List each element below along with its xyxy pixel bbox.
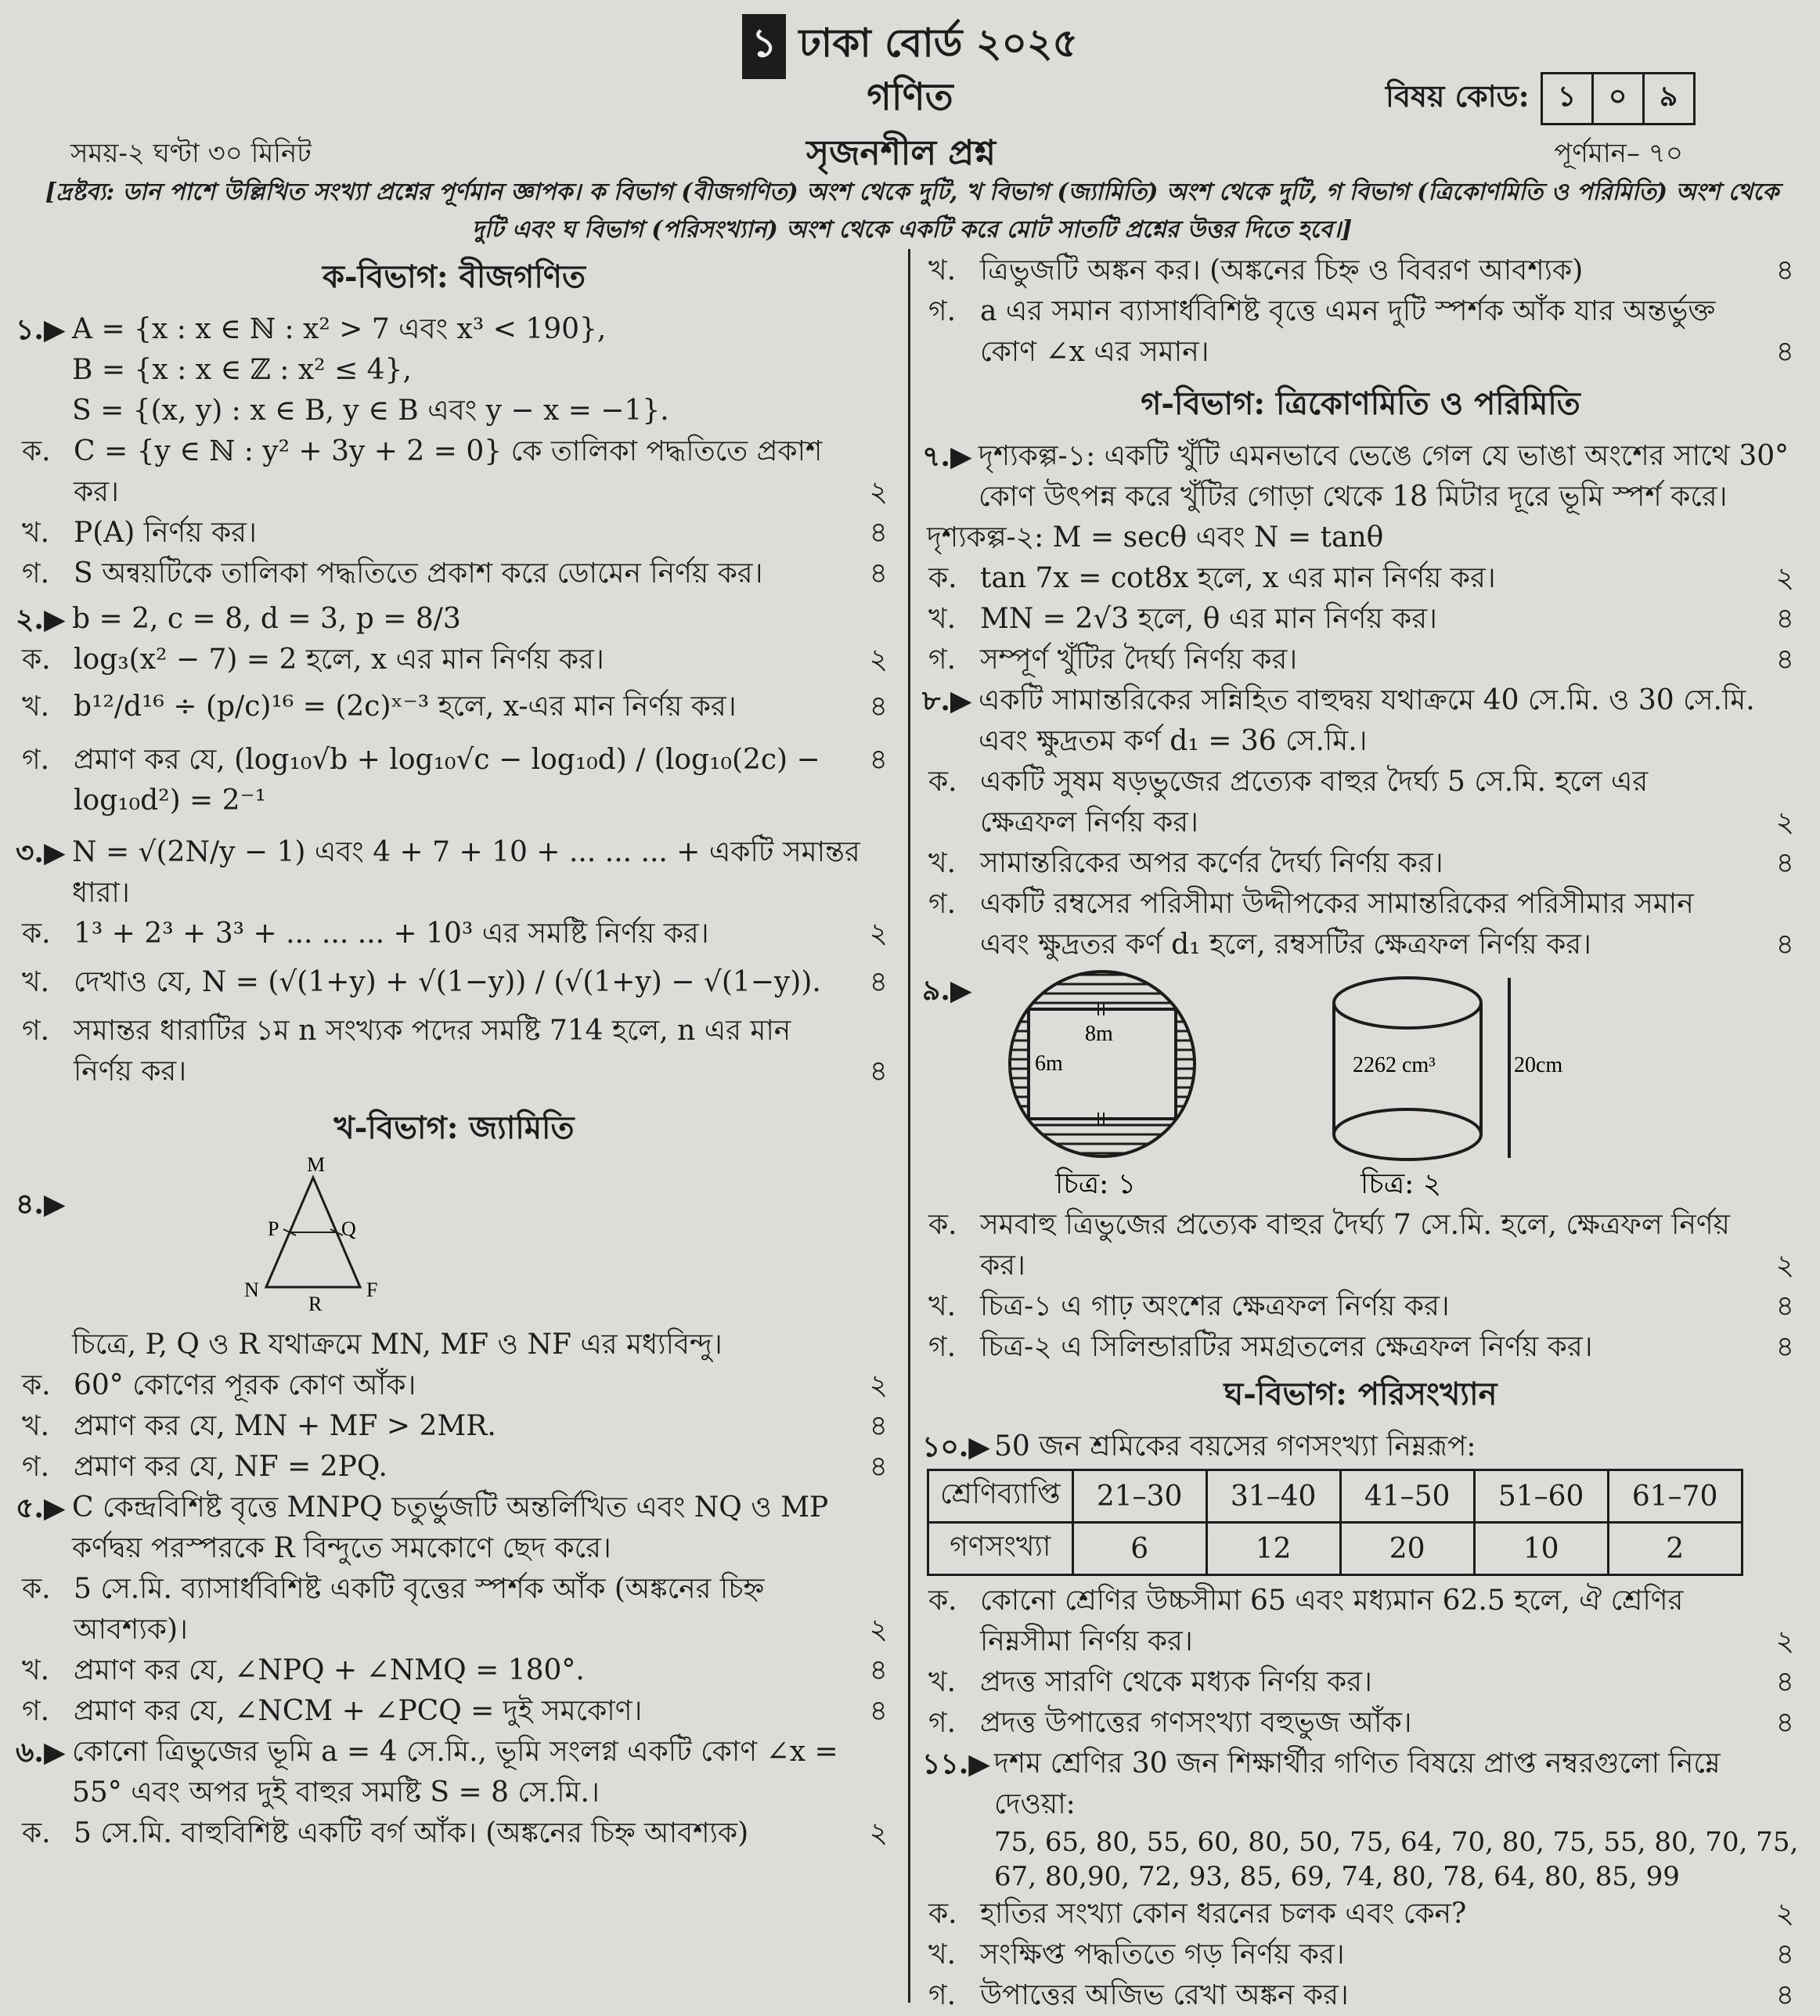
marks: ২: [1775, 562, 1794, 594]
table-row: [928, 1470, 1743, 1523]
time-limit: সময়-২ ঘণ্টা ৩০ মিনিট: [70, 138, 312, 169]
sub-label: খ.: [22, 691, 50, 723]
question-number: ১১.▶: [922, 1747, 990, 1780]
question-2a: [16, 640, 892, 680]
question-number: ১.▶: [16, 313, 66, 346]
sub-label: খ.: [22, 517, 50, 549]
question-8b: [922, 843, 1799, 884]
code-digit: ৯: [1642, 74, 1693, 123]
question-2b: [16, 687, 892, 727]
question-4b: [16, 1406, 892, 1447]
stem-line: চিত্রে, P, Q ও R যথাক্রমে MN, MF ও NF এর মধ্যবিন্দু।: [72, 1329, 723, 1361]
marks: ২: [1775, 1250, 1794, 1282]
sub-label: খ.: [928, 1666, 957, 1698]
table-row-header: গণসংখ্যা: [928, 1523, 1073, 1575]
marks: ৪: [1775, 1938, 1794, 1971]
marks: ৪: [1775, 1979, 1794, 2011]
question-6c: [922, 291, 1799, 373]
sub-label: খ.: [928, 254, 957, 287]
question-4c: [16, 1447, 892, 1488]
stem-line: দশম শ্রেণির 30 জন শিক্ষার্থীর গণিত বিষয়ে প্রাপ্ত নম্বরগুলো নিম্নে দেওয়া:: [994, 1747, 1721, 1820]
serial-badge: ১: [742, 14, 786, 79]
frequency-table: [927, 1469, 1743, 1576]
sub-text: 5 সে.মি. বাহুবিশিষ্ট একটি বর্গ আঁক। (অঙ্কনের চিহ্ন আবশ্যক): [74, 1817, 749, 1849]
sub-text: প্রমাণ কর যে, MN + MF > 2MR.: [74, 1410, 496, 1442]
question-7-scenario-2: [922, 518, 1799, 558]
stem-line: A = {x : x ∈ ℕ : x² > 7 এবং x³ < 190},: [72, 313, 607, 345]
data-line: 67, 80,90, 72, 93, 85, 69, 74, 80, 78, 64, 80, 85, 99: [994, 1861, 1680, 1892]
question-11c: [922, 1975, 1799, 2016]
question-3b: [16, 962, 892, 1003]
vertex-label-n: N: [244, 1278, 259, 1301]
sub-label: ক.: [928, 766, 957, 798]
sub-label: খ.: [22, 966, 50, 998]
vertex-label-f: F: [366, 1278, 378, 1301]
question-7-stem: [922, 436, 1799, 518]
sub-label: গ.: [928, 1707, 957, 1739]
instructions: [দ্রষ্টব্য: ডান পাশে উল্লিখিত সংখ্যা প্রশ্নের পূর্ণমান জ্ঞাপক। ক বিভাগ (বীজগণিত) অংশ থেকে দুটি, খ বিভাগ (জ্যামিতি) অংশ থেকে দুটি, গ বিভাগ (ত্রিকোণমিতি ও পরিমিতি) অংশ থেকে দুটি এবং ঘ বিভাগ (পরিসংখ্যান) অংশ থেকে একটি করে মোট সাতটি প্রশ্নের উত্তর দিতে হবে।]: [45, 179, 1779, 243]
question-9c: [922, 1327, 1799, 1368]
sub-text: একটি সুষম ষড়ভুজের প্রত্যেক বাহুর দৈর্ঘ্য 5 সে.মি. হলে এর ক্ষেত্রফল নির্ণয় কর।: [980, 766, 1649, 838]
sub-label: খ.: [928, 603, 957, 635]
question-number: ৭.▶: [922, 440, 972, 473]
question-6b: [922, 251, 1799, 291]
data-line: 75, 65, 80, 55, 60, 80, 50, 75, 64, 70, 80, 75, 55, 80, 70, 75,: [994, 1827, 1799, 1858]
stem-line: B = {x : x ∈ ℤ : x² ≤ 4},: [72, 354, 412, 386]
stem-line: N = √(2N/y − 1) এবং 4 + 7 + 10 + ... ... ... + একটি সমান্তর ধারা।: [72, 836, 860, 909]
sub-label: ক.: [22, 435, 51, 467]
sub-label: খ.: [22, 1410, 50, 1442]
sub-text: log₃(x² − 7) = 2 হলে, x এর মান নির্ণয় কর।: [74, 644, 604, 676]
scenario-1: দৃশ্যকল্প-১: একটি খুঁটি এমনভাবে ভেঙে গেল যে ভাঙা অংশের সাথে 30° কোণ উৎপন্ন করে খুঁটির গোড়া থেকে 18 মিটার দূরে ভূমি স্পর্শ করে।: [978, 440, 1789, 513]
sub-text: C = {y ∈ ℕ : y² + 3y + 2 = 0} কে তালিকা পদ্ধতিতে প্রকাশ কর।: [74, 435, 823, 508]
question-7b: [922, 599, 1799, 640]
board-name: ঢাকা বোর্ড ২০২৫: [798, 20, 1078, 66]
sub-label: খ.: [928, 847, 957, 879]
question-11-stem: [922, 1744, 1799, 1894]
marks: ৪: [1775, 1290, 1794, 1322]
figure-2-caption: চিত্র: ২: [1360, 1168, 1442, 1200]
question-8c: [922, 884, 1799, 965]
sub-label: খ.: [928, 1938, 957, 1971]
table-cell: 20: [1340, 1523, 1474, 1575]
stem-line: C কেন্দ্রবিশিষ্ট বৃত্তে MNPQ চতুর্ভুজটি অন্তর্লিখিত এবং NQ ও MP কর্ণদ্বয় পরস্পরকে R বিন্দুতে সমকোণে ছেদ করে।: [72, 1491, 829, 1564]
marks: ২: [869, 1614, 888, 1646]
subject-code: [1386, 72, 1696, 125]
sub-text: 1³ + 2³ + 3³ + ... ... ... + 10³ এর সমষ্টি নির্ণয় কর।: [74, 918, 709, 950]
sub-text: b¹²/d¹⁶ ÷ (p/c)¹⁶ = (2c)ˣ⁻³ হলে, x-এর মান নির্ণয় কর।: [74, 691, 737, 723]
marks: ২: [869, 476, 888, 508]
code-digit: ১: [1557, 80, 1577, 113]
sub-text: ত্রিভুজটি অঙ্কন কর। (অঙ্কনের চিহ্ন ও বিবরণ আবশ্যক): [980, 254, 1584, 287]
sub-label: খ.: [22, 1654, 50, 1686]
sub-text: a এর সমান ব্যাসার্ধবিশিষ্ট বৃত্তে এমন দুটি স্পর্শক আঁক যার অন্তর্ভুক্ত কোণ ∠x এর সমান।: [980, 295, 1716, 368]
sub-label: ক.: [22, 1573, 51, 1605]
question-3a: [16, 914, 892, 954]
marks: ৪: [869, 517, 888, 549]
stem-line: S = {(x, y) : x ∈ B, y ∈ B এবং y − x = −1}.: [72, 395, 669, 427]
question-3c: [16, 1011, 892, 1092]
vertex-label-p: P: [268, 1217, 279, 1240]
figure-1-circle-rectangle: [1010, 972, 1195, 1200]
marks: ৪: [869, 1055, 888, 1087]
sub-text: P(A) নির্ণয় কর।: [74, 517, 257, 549]
question-1-stem: [16, 309, 892, 431]
question-8a: [922, 762, 1799, 843]
section-title-gha: ঘ-বিভাগ: পরিসংখ্যান: [1224, 1376, 1497, 1412]
table-cell: 31–40: [1206, 1470, 1340, 1523]
question-8-stem: [922, 680, 1799, 762]
table-cell: 6: [1072, 1523, 1206, 1575]
question-9-diagrams: [969, 970, 1752, 1205]
sub-label: গ.: [928, 1331, 957, 1363]
sub-label: গ.: [22, 744, 50, 776]
section-title-ga: গ-বিভাগ: ত্রিকোণমিতি ও পরিমিতি: [1141, 385, 1580, 422]
sub-text: প্রমাণ কর যে, ∠NCM + ∠PCQ = দুই সমকোণ।: [74, 1695, 643, 1727]
sub-text: সমান্তর ধারাটির ১ম n সংখ্যক পদের সমষ্টি 714 হলে, n এর মান নির্ণয় কর।: [74, 1015, 791, 1087]
question-number: ৮.▶: [922, 684, 972, 717]
sub-label: ক.: [22, 918, 51, 950]
sub-label: ক.: [22, 1369, 51, 1401]
table-cell: 12: [1206, 1523, 1340, 1575]
marks: ৪: [869, 966, 888, 998]
question-10c: [922, 1703, 1799, 1744]
marks: ৪: [1775, 254, 1794, 287]
sub-label: ক.: [928, 1585, 957, 1617]
question-4-stem: [16, 1325, 892, 1365]
stem-line: কোনো ত্রিভুজের ভূমি a = 4 সে.মি., ভূমি সংলগ্ন একটি কোণ ∠x = 55° এবং অপর দুই বাহুর সমষ্টি S = 8 সে.মি.।: [72, 1736, 838, 1809]
marks: ৪: [1775, 603, 1794, 635]
question-1c: [16, 554, 892, 594]
question-6a: [16, 1813, 892, 1854]
question-11b: [922, 1935, 1799, 1975]
meta-row: [70, 127, 1683, 174]
sub-text: প্রদত্ত সারণি থেকে মধ্যক নির্ণয় কর।: [980, 1666, 1372, 1698]
marks: ৪: [869, 1410, 888, 1442]
question-9-figures: [922, 970, 1799, 1205]
question-9a: [922, 1205, 1799, 1286]
column-divider: [908, 249, 910, 2003]
sub-text: প্রমাণ কর যে, (log₁₀√b + log₁₀√c − log₁₀d) / (log₁₀(2c) − log₁₀d²) = 2⁻¹: [74, 744, 820, 817]
question-5c: [16, 1691, 892, 1732]
question-number: ৫.▶: [16, 1491, 66, 1524]
sub-text: প্রমাণ কর যে, ∠NPQ + ∠NMQ = 180°.: [74, 1654, 585, 1686]
sub-label: গ.: [22, 1695, 50, 1727]
sub-text: 60° কোণের পূরক কোণ আঁক।: [74, 1369, 416, 1401]
marks: ৪: [869, 1654, 888, 1686]
question-4-figure: [16, 1154, 892, 1325]
sub-text: MN = 2√3 হলে, θ এর মান নির্ণয় কর।: [980, 603, 1437, 635]
subject-title: গণিত: [867, 75, 953, 119]
scenario-2: দৃশ্যকল্প-২: M = secθ এবং N = tanθ: [927, 521, 1384, 554]
vertex-label-m: M: [307, 1154, 326, 1176]
marks: ৪: [1775, 929, 1794, 961]
sub-label: ক.: [928, 1209, 957, 1241]
table-cell: 2: [1608, 1523, 1742, 1575]
question-3-stem: [16, 832, 892, 914]
question-10b: [922, 1662, 1799, 1703]
question-number: ৬.▶: [16, 1736, 66, 1769]
section-title-ka: ক-বিভাগ: বীজগণিত: [323, 258, 586, 295]
question-4a: [16, 1365, 892, 1406]
figure-1-caption: চিত্র: ১: [1055, 1168, 1137, 1200]
question-2c: [16, 740, 892, 821]
stem-line: একটি সামান্তরিকের সন্নিহিত বাহুদ্বয় যথাক্রমে 40 সে.মি. ও 30 সে.মি. এবং ক্ষুদ্রতম কর্ণ d₁ = 36 সে.মি.।: [978, 684, 1755, 757]
question-2-stem: [16, 599, 892, 640]
marks: ২: [869, 1817, 888, 1849]
table-cell: 61–70: [1608, 1470, 1742, 1523]
rect-width-label: 8m: [1085, 1022, 1113, 1046]
question-6-stem: [16, 1732, 892, 1813]
question-number: ১০.▶: [922, 1430, 990, 1463]
cylinder-volume-label: 2262 cm³: [1353, 1053, 1436, 1077]
question-1a: [16, 431, 892, 513]
sub-text: কোনো শ্রেণির উচ্চসীমা 65 এবং মধ্যমান 62.5 হলে, ঐ শ্রেণির নিম্নসীমা নির্ণয় কর।: [980, 1585, 1684, 1657]
figure-2-cylinder: [1334, 978, 1562, 1200]
cylinder-height-label: 20cm: [1514, 1053, 1563, 1077]
marks: ২: [869, 644, 888, 676]
sub-label: গ.: [928, 295, 957, 327]
question-10-stem: [922, 1426, 1799, 1467]
marks: ৪: [1775, 336, 1794, 368]
marks: ২: [1775, 806, 1794, 838]
triangle-figure: [211, 1154, 524, 1318]
sub-text: দেখাও যে, N = (√(1+y) + √(1−y)) / (√(1+y) − √(1−y)).: [74, 966, 821, 998]
question-number: ৯.▶: [922, 974, 972, 1007]
marks: ৪: [869, 1451, 888, 1483]
question-5b: [16, 1650, 892, 1691]
sub-label: গ.: [22, 557, 50, 590]
sub-text: সম্পূর্ণ খুঁটির দৈর্ঘ্য নির্ণয় কর।: [980, 644, 1298, 676]
sub-text: সংক্ষিপ্ত পদ্ধতিতে গড় নির্ণয় কর।: [980, 1938, 1345, 1971]
vertex-label-r: R: [308, 1293, 323, 1315]
sub-label: গ.: [22, 1451, 50, 1483]
sub-label: গ.: [928, 888, 957, 920]
sub-text: 5 সে.মি. ব্যাসার্ধবিশিষ্ট একটি বৃত্তের স্পর্শক আঁক (অঙ্কনের চিহ্ন আবশ্যক)।: [74, 1573, 765, 1646]
question-number: ৪.▶: [16, 1188, 66, 1221]
stem-line: b = 2, c = 8, d = 3, p = 8/3: [72, 603, 461, 635]
sub-text: tan 7x = cot8x হলে, x এর মান নির্ণয় কর।: [980, 562, 1496, 594]
marks: ২: [869, 1369, 888, 1401]
question-1b: [16, 513, 892, 554]
code-digit: ০: [1591, 74, 1642, 123]
sub-text: উপাত্তের অজিভ রেখা অঙ্কন কর।: [980, 1979, 1349, 2011]
question-5a: [16, 1569, 892, 1650]
question-type: সৃজনশীল প্রশ্ন: [806, 133, 996, 173]
question-number: ২.▶: [16, 603, 66, 636]
sub-text: চিত্র-১ এ গাঢ় অংশের ক্ষেত্রফল নির্ণয় কর।: [980, 1290, 1450, 1322]
sub-text: প্রমাণ কর যে, NF = 2PQ.: [74, 1451, 387, 1483]
section-title-kha: খ-বিভাগ: জ্যামিতি: [333, 1109, 575, 1146]
marks: ৪: [869, 557, 888, 590]
sub-label: ক.: [22, 644, 51, 676]
question-5-stem: [16, 1488, 892, 1569]
sub-label: গ.: [928, 644, 957, 676]
table-row: [928, 1523, 1743, 1575]
marks: ৪: [1775, 644, 1794, 676]
sub-text: চিত্র-২ এ সিলিন্ডারটির সমগ্রতলের ক্ষেত্রফল নির্ণয় কর।: [980, 1331, 1593, 1363]
sub-label: ক.: [22, 1817, 51, 1849]
left-column: [16, 251, 892, 1854]
question-11a: [922, 1894, 1799, 1935]
sub-text: একটি রম্বসের পরিসীমা উদ্দীপকের সামান্তরিকের পরিসীমার সমান এবং ক্ষুদ্রতর কর্ণ d₁ হলে, রম্বসটির ক্ষেত্রফল নির্ণয় কর।: [980, 888, 1694, 961]
sub-label: ক.: [928, 562, 957, 594]
table-cell: 51–60: [1474, 1470, 1608, 1523]
question-number: ৩.▶: [16, 836, 66, 869]
sub-text: সমবাহু ত্রিভুজের প্রত্যেক বাহুর দৈর্ঘ্য 7 সে.মি. হলে, ক্ষেত্রফল নির্ণয় কর।: [980, 1209, 1730, 1282]
right-column: [922, 251, 1799, 2016]
marks: ৪: [1775, 1707, 1794, 1739]
marks: ৪: [1775, 1331, 1794, 1363]
question-10a: [922, 1581, 1799, 1662]
marks: ৪: [869, 744, 888, 776]
sub-label: গ.: [22, 1015, 50, 1047]
subject-code-label: বিষয় কোড:: [1386, 78, 1530, 114]
sub-text: হাতির সংখ্যা কোন ধরনের চলক এবং কেন?: [980, 1898, 1467, 1930]
sub-text: S অন্বয়টিকে তালিকা পদ্ধতিতে প্রকাশ করে ডোমেন নির্ণয় কর।: [74, 557, 763, 590]
table-cell: 10: [1474, 1523, 1608, 1575]
table-cell: 21–30: [1072, 1470, 1206, 1523]
sub-label: খ.: [928, 1290, 957, 1322]
marks: ৪: [1775, 1666, 1794, 1698]
sub-text: সামান্তরিকের অপর কর্ণের দৈর্ঘ্য নির্ণয় কর।: [980, 847, 1443, 879]
question-9b: [922, 1286, 1799, 1327]
full-marks: পূর্ণমান– ৭০: [1554, 138, 1683, 169]
vertex-label-q: Q: [341, 1217, 356, 1240]
marks: ৪: [869, 691, 888, 723]
sub-label: ক.: [928, 1898, 957, 1930]
sub-label: গ.: [928, 1979, 957, 2011]
table-row-header: শ্রেণিব্যাপ্তি: [928, 1470, 1073, 1523]
subject-code-boxes: [1541, 72, 1696, 125]
question-7c: [922, 640, 1799, 680]
sub-text: প্রদত্ত উপাত্তের গণসংখ্যা বহুভুজ আঁক।: [980, 1707, 1412, 1739]
marks: ৪: [869, 1695, 888, 1727]
marks: ২: [869, 918, 888, 950]
marks: ২: [1775, 1898, 1794, 1930]
question-7a: [922, 558, 1799, 599]
marks: ৪: [1775, 847, 1794, 879]
stem-line: 50 জন শ্রমিকের বয়সের গণসংখ্যা নিম্নরূপ:: [994, 1430, 1476, 1462]
rect-height-label: 6m: [1035, 1051, 1063, 1076]
marks: ২: [1775, 1625, 1794, 1657]
table-cell: 41–50: [1340, 1470, 1474, 1523]
